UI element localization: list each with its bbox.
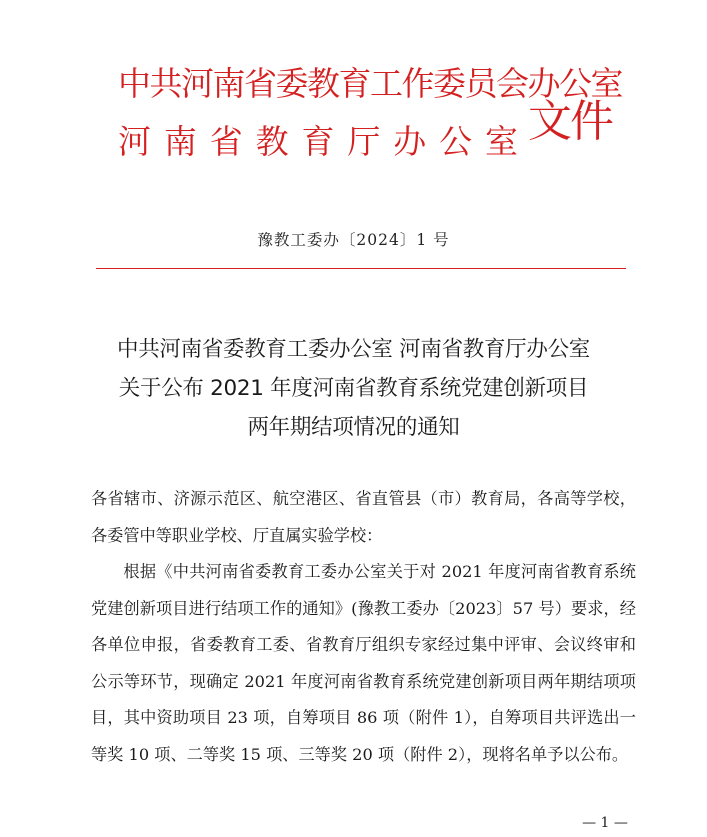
issuer-char: 办 [393,122,427,161]
issuer-char: 室 [485,122,518,161]
document-word: 文件 [528,96,612,147]
recipients-paragraph: 各省辖市、济源示范区、航空港区、省直管县（市）教育局，各高等学校，各委管中等职业学校、厅直属实验学校： [91,489,636,545]
issuer-char: 河 [118,122,151,161]
body-paragraph: 根据《中共河南省委教育工委办公室关于对 2021 年度河南省教育系统党建创新项目进行结项工作的通知》(豫教工委办〔2023〕57 号）要求，经各单位申报，省委教育工委、省教育厅组织专家经过集中评审、会议终审和公示等环节，现确定 2021 年度河南省教育系统党建创新项目两年期结项项目，其中资助项目 23 项，自筹项目 86 项（附件 1），自筹项目共评选出一等奖 10 项、二等奖 15 项、三等奖 20 项（附件 2），现将名单予以公布。 [91,562,636,764]
issuer-name-party-committee: 中共河南省委教育工作委员会办公室 [118,64,622,103]
document-header [0,0,707,200]
notice-body [91,481,636,773]
issuer-char: 育 [301,122,335,161]
issuer-char: 厅 [347,122,381,161]
issuer-char: 教 [255,122,289,161]
title-line: 中共河南省委教育工委办公室 河南省教育厅办公室 [117,337,590,362]
notice-title [60,330,647,447]
document-number: 豫教工委办〔2024〕1 号 [257,231,450,249]
title-line: 关于公布 2021 年度河南省教育系统党建创新项目 [118,376,589,401]
page-number: — 1 — [582,815,628,831]
issuer-char: 南 [163,122,197,161]
issuer-char: 公 [439,122,473,161]
issuer-char: 省 [209,122,243,161]
red-separator-line [96,268,626,269]
issuer-name-education-department [118,120,518,164]
title-line: 两年期结项情况的通知 [247,415,460,440]
